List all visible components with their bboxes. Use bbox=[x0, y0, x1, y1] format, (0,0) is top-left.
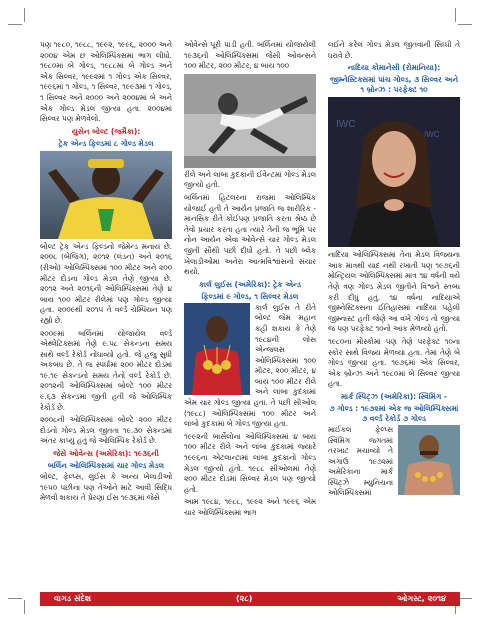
athlete-photo-icon bbox=[184, 303, 250, 395]
athlete-photo-icon bbox=[40, 151, 172, 239]
column-3 bbox=[328, 40, 460, 501]
column-1 bbox=[40, 40, 172, 506]
section-heading: બર્લિન ઓલિમ્પિક્સમાં ચાર ગોલ્ડ મેડલ bbox=[47, 461, 165, 471]
paragraph: ૨૦૦૮ની ઓલિમ્પિક્સમાં બોલ્ટે ૨૦૦ મીટર દોડનો ગોલ્ડ મેડલ જીતતા ૧૯.૩૦ સેકન્ડમાં અંતર કાપ્યું હતું જે ઓલિમ્પિક રેકોર્ડ છે. bbox=[40, 415, 172, 446]
crop-mark bbox=[8, 24, 22, 25]
paragraph: ઓવેન્સે પૂરી પાડી હતી. બર્લિનમાં યોજાયેલી ૧૯૩૬ની ઓલિમ્પિક્સમાં જેસી ઓવન્સને ૧૦૦ મીટર, ૨૦૦ મીટર, ૪ બાય ૧૦૦ bbox=[184, 40, 316, 71]
paragraph: પણ ૧૯૮૦, ૧૯૮૮, ૧૯૯૨, ૧૯૯૬, ૨૦૦૦ અને ૨૦૦૪ એમ છ ઓલિમ્પિક્સમાં ભાગ લીધો. ૧૯૮૦માં બે ગોલ્ડ, ૧૯૮૮માં બે ગોલ્ડ અને એક સિલ્વર, ૧૯૯૨માં ૧ ગોલ્ડ એક સિલ્વર, ૧૯૯૬માં ૧ ગોલ્ડ, ૧ સિલ્વર, ૧૯૯૩માં ૧ ગોલ્ડ, ૧ સિલ્વર અને ૨૦૦૦ અને ૨૦૦૪માં બે અને એક ગોલ્ડ મેડલ જીત્યા હતા. ૨૦૦૪માં સિલ્વર પણ મેળવેલો. bbox=[40, 40, 172, 124]
magazine-name: વાગડ સંદેશ bbox=[54, 594, 92, 603]
svg-text:IWC: IWC bbox=[336, 119, 356, 131]
athlete-photo-icon bbox=[184, 74, 316, 168]
crop-mark bbox=[455, 8, 456, 22]
section-heading: જેસે ઓવેન્સ (અમેરિકા): ૧૯૩૬ની bbox=[53, 449, 159, 459]
paragraph: ૧૯૮૦ના મોસ્કોમાં પણ તેણે પરફેક્ટ ૧૦ના સ્કોર સાથે વિજય મેળવ્યા હતા. તેમાં તેણે બે ગોલ્ડ જીત્યા હતા. ૧૯૭૬માં એક સિલ્વર, એક બ્રોન્ઝ અને ૧૯૮૦માં બે સિલ્વર જીત્યા હતા. bbox=[328, 336, 460, 389]
crop-mark bbox=[458, 24, 472, 25]
svg-text:IWC: IWC bbox=[424, 130, 440, 140]
usain-bolt-photo bbox=[40, 151, 172, 239]
section-heading: નાદિયા કોમાનેસી (રોમાનિયા): bbox=[347, 63, 441, 73]
issue-date: ઓગસ્ટ, ૨૦૧૪ bbox=[397, 594, 446, 603]
paragraph: ૨૦૦૯માં બર્લિનમાં યોજાયેલ વર્લ્ડ એથ્લેટિક્સમાં તેણે ૯.૫૮ સેકન્ડના સમય સાથે વર્લ્ડ રેકોર્ડ નોંધાવ્યો હતો. જે હજુ સુધી અકબંધ છે. તે જ સ્પર્ધામાં ૨૦૦ મીટર દોડમાં ૧૯.૧૯ સેકન્ડનો સમય તેનો વર્લ્ડ રેકોર્ડ છે. ૨૦૧૨ની ઓલિમ્પિક્સમાં બોલ્ટે ૧૦૦ મીટર ૯.૬૩ સેકન્ડમાં જીતી હતી જે ઓલિમ્પિક રેકોર્ડ છે. bbox=[40, 328, 172, 412]
section-heading: ટ્રેક એન્ડ ફિલ્ડમાં ૮ ગોલ્ડ મેડલ bbox=[58, 138, 154, 148]
paragraph: બોલ્ટ, ફેલ્પ્સ, લુઈસ કે અન્ય ખેલાડીઓ ૧૯૫૦ પછીના પણ તેઓને માટે આવી સિદ્ધિ મેળવી શકાય તે પ્રેરણા ઈસ ૧૯૩૬માં જેસે bbox=[40, 472, 172, 503]
crop-mark bbox=[24, 8, 25, 22]
section-heading: ફિલ્ડમાં ૯ ગોલ્ડ, ૧ સિલ્વર મેડલ bbox=[201, 291, 299, 301]
athlete-photo-icon bbox=[398, 425, 460, 495]
nadia-comaneci-photo bbox=[328, 97, 460, 247]
paragraph: બર્લિનમાં હિટલરના રાજમાં ઓલિમ્પિક યોજાઈ હતી તે આર્યન પ્રજાતિ જ શારીરિક - માનસિક રીતે કોઈપણ પ્રજાતિ કરતા શ્રેષ્ઠ છે તેવો પ્રચાર કરતા હતા ત્યારે તેની જ ભૂમિ પર નોન આર્યન એવા ઓવેન્સે ચાર ગોલ્ડ મેડલ જીતી સૌથી પછી દીધો હતો. તે પછી બ્લેક ખેલાડીઓમાં અનેરા આત્મવિશ્વાસનો સંચાર થયો. bbox=[184, 192, 316, 277]
paragraph: લઈને કરેલ ગોલ્ડ મેડલ જીતવાની સિધ્ધી તે ધરાવે છે. bbox=[328, 40, 460, 60]
paragraph: માઈકલ ફેલ્પ્સ સ્વિમિંગ જગતમાં તરખાટ મચાવ્યો તે અગાઉ ૧૯૭૨માં અમેરિકાના માર્ક સ્પિટ્ઝે મ્યુનિચના ઓલિમ્પિક્સમાં bbox=[328, 424, 393, 498]
column-2 bbox=[184, 40, 316, 521]
jesse-owens-photo bbox=[184, 74, 316, 168]
crop-mark bbox=[8, 598, 22, 599]
athlete-photo-icon bbox=[328, 97, 460, 247]
mark-spitz-photo bbox=[398, 425, 460, 495]
crop-mark bbox=[24, 600, 25, 614]
section-heading: ૭ ગોલ્ડ : ૧૯૭૨માં એક જ ઓલિમ્પિક્સમાં ૭ વર્લ્ડ રેકોર્ડ ૭ ગોલ્ડ bbox=[329, 403, 459, 423]
section-heading: કાર્લ લુઈસ (અમેરિકા): ટ્રેક એન્ડ bbox=[199, 279, 301, 289]
section-heading: માર્ક સ્પિટ્ઝ (અમેરિકા): સ્વિમિંગ - bbox=[340, 391, 448, 401]
paragraph: આમ ૧૯૮૪, ૧૯૮૮, ૧૯૯૨ અને ૧૯૯૬ એમ ચાર ઓલિમ્પિક્સમાં ભાગ bbox=[184, 497, 316, 517]
page-number: (૨૮) bbox=[236, 594, 253, 603]
paragraph: ૧૯૯૨ની બાર્સેલોના ઓલિમ્પિક્સમાં ૪ બાય ૧૦૦ મીટર રીલે અને લાંબા કુદકામાં જ્યારે ૧૯૯૬ના એટલાન્ટામાં લાંબા કુદકાનો ગોલ્ડ મેડલ જીત્યો હતો. ૧૯૮૮ સીઓલમાં તેણે ૨૦૦ મીટર દોડમાં સિલ્વર મેડલ પણ જીત્યો હતો. bbox=[184, 431, 316, 494]
crop-mark bbox=[458, 598, 472, 599]
page-footer bbox=[40, 592, 460, 606]
section-heading: જીમ્નેસ્ટિક્સમાં પાંચ ગોલ્ડ, ૩ સિલ્વર અને ૧ બ્રોન્ઝ : પરફેક્ટ ૧૦ bbox=[329, 75, 459, 95]
magazine-page bbox=[40, 40, 460, 590]
carl-lewis-photo bbox=[184, 303, 250, 395]
paragraph: બોલ્ટ ટ્રેક એન્ડ ફિલ્ડનો જેમેન્ડ મનાય છે. ૨૦૦૮ (બેજિંગ), ૨૦૧૨ (લંડન) અને ૨૦૧૬ (રીઓ) ઓલિમ્પિક્સમાં ૧૦૦ મીટર અને ૨૦૦ મીટર દોડના ગોલ્ડ મેડલ તેણે જીત્યા છે. ૨૦૧૨ અને ૨૦૧૬ની ઓલિમ્પિક્સમાં તેણે ૪ બાય ૧૦૦ મીટર રીલેમાં પણ ગોલ્ડ જીત્યા હતા. ૨૦૦૯થી ૨૦૧૫ તે વર્લ્ડ ચેમ્પિયન પણ રહ્યો છે. bbox=[40, 241, 172, 325]
paragraph: કાર્લ લુઈસ તે રીતે બોલ્ટ જેમ મહાન કહી શકાય કે તેણે ૧૯૮૪ની લોસ એન્જલસ ઓલિમ્પિક્સમાં ૧૦૦ મીટર, ૨૦૦ મીટર, ૪ બાય ૧૦૦ મીટર રીલે અને લાંબા કુદકામાં એમ ચાર ગોલ્ડ જીત્યા હતા. તે પછી સીઓલ (૧૯૮૮) ઓલિમ્પિક્સમાં ૧૦૦ મીટર અને લાંબો કુદકામાં બે ગોલ્ડ જીત્યા હતા. bbox=[184, 302, 316, 429]
section-heading: યુસેન બોલ્ટ (જમૈકા): bbox=[71, 126, 141, 136]
paragraph: નાદિયા ઓલિમ્પિક્સમાં તેના મેડલ વિજયના આંક માત્રથી યાદ નથી રખાતી પણ ૧૯૭૬ની મોન્ટ્રિયલ ઓલિમ્પિક્સમાં માત્ર ૧૪ વર્ષની વયે તેણે ત્રણ ગોલ્ડ મેડલ જીતીને વિશ્વને સ્તબ્ધ કરી દીધું હતું. ૧૪ વર્ષના નાદિયાએ જીમ્નેસ્ટિક્સના ઈતિહાસમાં નાદિયા પહેલી જીમ્નાસ્ટ હતી જેણે આ વખે ગોલ્ડ તો જીત્યા જ પણ પરફેક્ટ ૧૦નો આંક મેળવ્યો હતો. bbox=[328, 250, 460, 334]
photo-caption: રીલે અને લાંબા કુદકાની ઈવેન્ટમાં ગોલ્ડ મેડલ જીત્યો હતો. bbox=[184, 169, 316, 190]
